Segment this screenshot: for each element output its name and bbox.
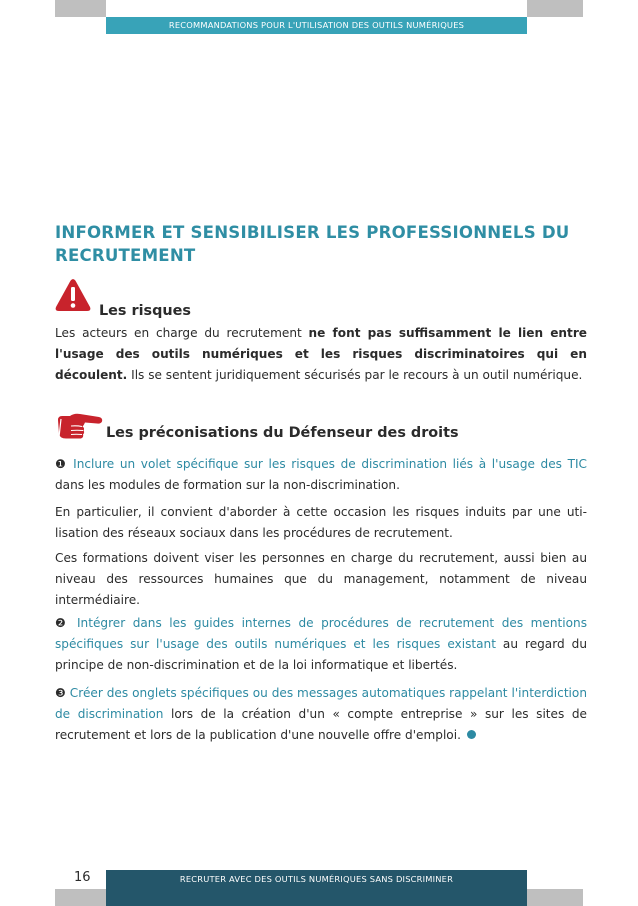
footer-running-title: RECRUTER AVEC DES OUTILS NUMÉRIQUES SANS DISCRIMINER	[179, 874, 454, 884]
recommendation-item-1	[55, 454, 587, 496]
item-2-text: au regard du principe de non-discrimination et de la loi informatique et libertés.	[55, 637, 587, 672]
risks-text-bold: ne font pas suffisamment le lien entre l'usage des outils numériques et les risques discriminatoires qui en découlent.	[55, 326, 587, 382]
item-3-text: lors de la création d'un « compte entreprise » sur les sites de recrutement et lors de la publication d'une nouvelle offre d'emploi.	[55, 707, 587, 742]
recommendation-item-3	[55, 683, 587, 746]
warning-icon	[55, 278, 91, 316]
item-1-highlight: Inclure un volet spécifique sur les risques de discrimination liés à l'usage des TIC	[67, 457, 587, 471]
item-2-highlight: Intégrer dans les guides internes de procédures de recrutement des mentions spécifiques sur l'usage des outils numériques et les risques existant	[55, 616, 587, 651]
recommendations-heading: Les préconisations du Défenseur des droits	[106, 425, 459, 441]
header-running-title: RECOMMANDATIONS POUR L'UTILISATION DES OUTILS NUMÉRIQUES	[106, 17, 527, 34]
recommendation-item-2	[55, 613, 587, 676]
section-title: INFORMER ET SENSIBILISER LES PROFESSIONNELS DU RECRUTEMENT	[55, 223, 570, 265]
risks-paragraph	[55, 323, 587, 386]
footer-gray-band-left	[55, 889, 106, 906]
footer-bar	[106, 870, 527, 906]
pointing-hand-icon	[55, 411, 103, 445]
header-gray-band-right	[527, 0, 583, 17]
end-of-article-dot-icon	[467, 730, 476, 739]
risks-text-lead: Les acteurs en charge du recrutement	[55, 326, 309, 340]
footer-gray-band-right	[527, 889, 583, 906]
number-2-icon: ❷	[55, 616, 70, 630]
number-1-icon: ❶	[55, 457, 68, 471]
header-gray-band-left	[55, 0, 106, 17]
risks-text-tail: Ils se sentent juridiquement sécurisés par le recours à un outil numérique.	[127, 368, 583, 382]
recommendation-paragraph-a: En particulier, il convient d'aborder à cette occasion les risques induits par une utilisation des réseaux sociaux dans les procédures de recrutement.	[55, 505, 587, 540]
item-1-text: dans les modules de formation sur la non-discrimination.	[55, 478, 400, 492]
risks-heading: Les risques	[99, 303, 191, 319]
page-number: 16	[74, 870, 91, 885]
number-3-icon: ❸	[55, 686, 66, 700]
item-3-highlight: Créer des onglets spécifiques ou des messages automatiques rappelant l'interdiction de discrimination	[55, 686, 587, 721]
recommendation-paragraph-b: Ces formations doivent viser les personnes en charge du recrutement, aussi bien au niveau des ressources humaines que du management, notamment de niveau intermédiaire.	[55, 551, 587, 607]
